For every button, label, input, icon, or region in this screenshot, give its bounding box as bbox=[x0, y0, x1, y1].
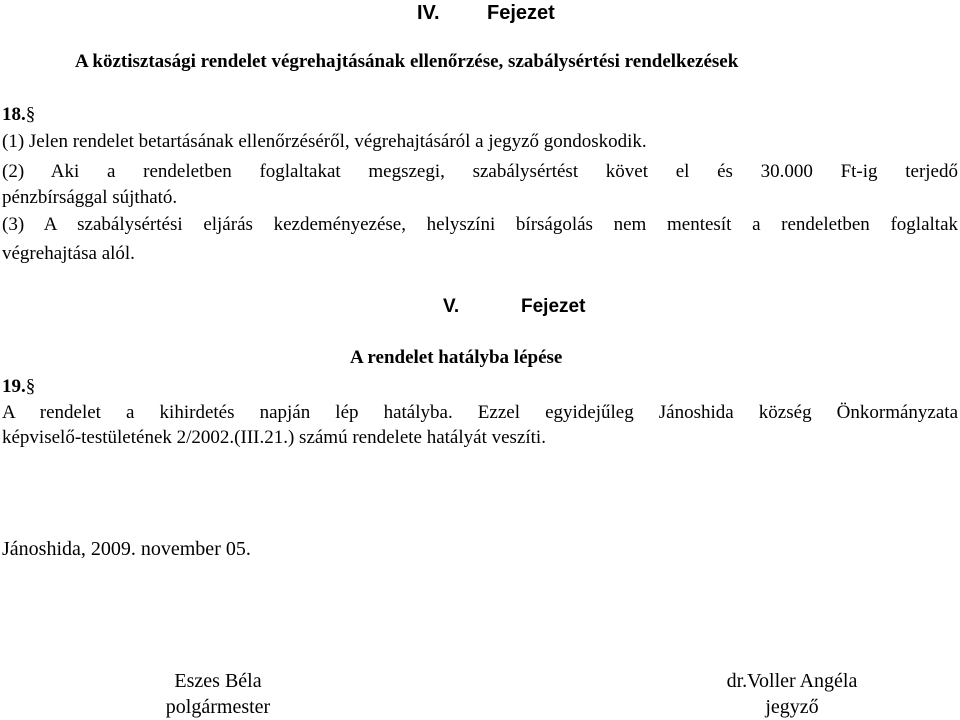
chapter-5-heading bbox=[443, 296, 585, 319]
chapter-5-label: Fejezet bbox=[521, 296, 586, 317]
chapter-4-heading bbox=[417, 1, 555, 25]
signature-right-name: dr.Voller Angéla bbox=[726, 670, 858, 692]
chapter-4-title: A köztisztasági rendelet végrehajtásának ellenőrzése, szabálysértési rendelkezések bbox=[75, 51, 739, 72]
section-18-paragraph-3-line-1: (3) A szabálysértési eljárás kezdeményezése, helyszíni bírságolás nem mentesít a rendeletben foglaltak bbox=[2, 214, 958, 235]
chapter-4-label: Fejezet bbox=[487, 2, 555, 24]
section-19-heading bbox=[2, 376, 35, 399]
signature-right-title: jegyző bbox=[765, 696, 819, 718]
section-18-paragraph-2-line-2: pénzbírsággal sújtható. bbox=[2, 187, 178, 208]
signature-left-name: Eszes Béla bbox=[174, 670, 262, 692]
section-sign-icon: § bbox=[25, 376, 36, 397]
chapter-5-number: V. bbox=[443, 296, 460, 317]
section-sign-icon: § bbox=[25, 104, 36, 125]
signature-right bbox=[692, 668, 892, 720]
chapter-5-title: A rendelet hatályba lépése bbox=[350, 347, 563, 368]
section-18-paragraph-1: (1) Jelen rendelet betartásának ellenőrzéséről, végrehajtásáról a jegyző gondoskodik. bbox=[2, 131, 647, 152]
chapter-4-number: IV. bbox=[417, 2, 440, 24]
section-19-line-1: A rendelet a kihirdetés napján lép hatályba. Ezzel egyidejűleg Jánoshida község Önkormányzata bbox=[2, 402, 958, 423]
section-19-number: 19. bbox=[2, 376, 26, 397]
signature-left-title: polgármester bbox=[165, 696, 271, 718]
section-18-paragraph-3-line-2: végrehajtása alól. bbox=[2, 243, 135, 264]
section-19-line-2: képviselő-testületének 2/2002.(III.21.) számú rendelete hatályát veszíti. bbox=[2, 427, 546, 448]
date-place: Jánoshida, 2009. november 05. bbox=[2, 538, 251, 560]
section-18-number: 18. bbox=[2, 104, 26, 125]
section-18-paragraph-2-line-1: (2) Aki a rendeletben foglaltakat megszegi, szabálysértést követ el és 30.000 Ft-ig terjedő bbox=[2, 161, 958, 182]
signature-left bbox=[138, 668, 298, 720]
section-18-heading bbox=[2, 104, 35, 127]
